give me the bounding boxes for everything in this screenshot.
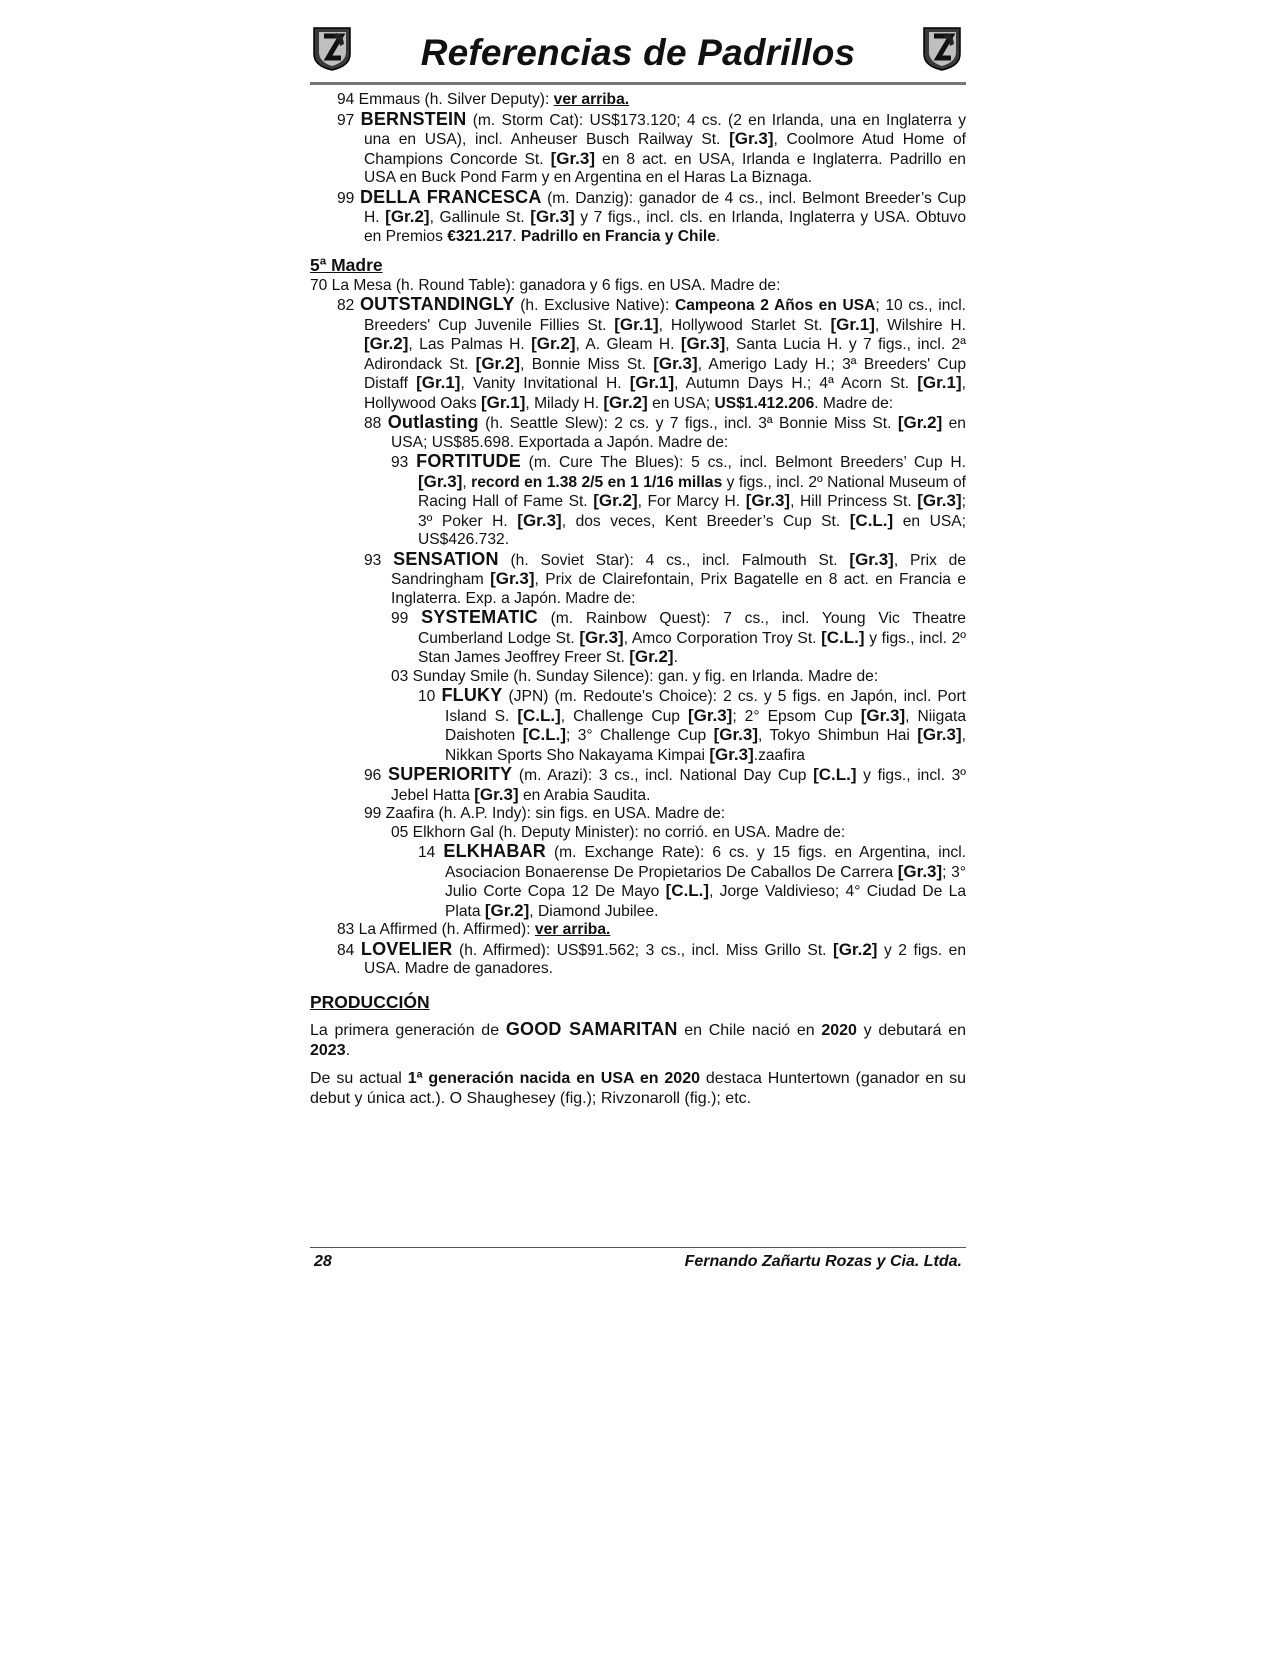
grade-label: [Gr.2]	[531, 334, 576, 353]
entry-text: (JPN) (m. Redoute's Choice): 2 cs. y 5 figs. en Japón, incl. Port Island S.	[445, 688, 967, 725]
entry-text: . Madre de:	[814, 394, 894, 412]
entry-text: .	[345, 1042, 351, 1059]
entry-text: en USA;	[647, 394, 715, 412]
entry-text: ; 10 cs., incl. Breeders' Cup Juvenile Fillies St.	[364, 297, 966, 334]
horse-name: FLUKY	[441, 685, 503, 705]
horse-name: ELKHABAR	[443, 841, 546, 861]
page-number: 28	[314, 1253, 332, 1270]
grade-label: [Gr.3]	[687, 705, 733, 725]
grade-label: [Gr.3]	[474, 784, 519, 804]
grade-label: [Gr.1]	[830, 314, 875, 334]
entry-text: 94 Emmaus (h. Silver Deputy):	[337, 91, 554, 108]
grade-label: [Gr.3]	[917, 725, 962, 744]
entry-text: , A. Gleam H.	[575, 336, 681, 353]
pedigree-entry	[310, 452, 966, 550]
grade-label: [C.L.]	[522, 725, 567, 744]
pedigree-entry	[310, 805, 966, 824]
grade-label: [Gr.2]	[385, 207, 430, 226]
entry-text: 14	[418, 844, 444, 861]
entry-text: €321.217	[447, 227, 513, 245]
grade-label: [Gr.1]	[614, 314, 659, 334]
grade-label: [Gr.2]	[475, 353, 521, 373]
grade-label: [C.L.]	[849, 510, 894, 530]
entry-text: 97	[337, 111, 361, 129]
horse-name: LOVELIER	[360, 938, 453, 959]
horse-name: GOOD SAMARITAN	[505, 1019, 678, 1039]
entry-text: ,	[462, 473, 472, 491]
entry-text: Campeona 2 Años en USA	[674, 297, 876, 314]
pedigree-entry	[310, 277, 966, 296]
horse-name: SYSTEMATIC	[421, 607, 538, 627]
grade-label: [Gr.2]	[603, 392, 648, 412]
grade-label: [Gr.3]	[490, 569, 535, 588]
entry-text: 82	[337, 297, 360, 314]
grade-label: [Gr.3]	[530, 207, 575, 226]
entry-text: , Hollywood Oaks	[364, 375, 966, 412]
entry-text: , Amerigo Lady H.; 3ª Breeders' Cup Distaff	[364, 355, 966, 392]
pedigree-entry	[310, 91, 966, 110]
entry-text: , For Marcy H.	[637, 493, 746, 510]
entry-text: (m. Cure The Blues): 5 cs., incl. Belmont Breeders’ Cup H.	[520, 454, 966, 471]
entry-text: 2020	[821, 1022, 857, 1039]
entry-text: , Challenge Cup	[560, 707, 688, 725]
horse-name: Outlasting	[387, 412, 479, 432]
pedigree-entry	[310, 686, 966, 765]
pedigree-entry	[310, 110, 966, 188]
entry-text: Padrillo en Francia y Chile	[520, 227, 716, 245]
entry-text: (h. Exclusive Native):	[514, 297, 675, 314]
entry-text: , Hill Princess St.	[790, 493, 918, 510]
grade-label: [C.L.]	[517, 705, 561, 725]
entry-text: (m. Rainbow Quest): 7 cs., incl. Young Vic Theatre Cumberland Lodge St.	[418, 610, 966, 647]
entry-text: , Santa Lucia H. y 7 figs., incl. 2ª Adirondack St.	[364, 336, 966, 373]
grade-label: [Gr.1]	[917, 373, 962, 392]
entry-text: y figs., incl. 2º Stan James Jeoffrey Freer St.	[418, 629, 966, 666]
entry-text: , Tokyo Shimbun Hai	[758, 727, 918, 744]
entry-text: en Chile nació en	[677, 1022, 822, 1039]
produccion-paragraph	[310, 1069, 966, 1109]
grade-label: [Gr.3]	[745, 491, 791, 510]
section-heading-produccion: PRODUCCIÓN	[310, 991, 430, 1012]
pedigree-entry	[310, 824, 966, 843]
entry-text: y figs., incl. 3º Jebel Hatta	[391, 767, 966, 804]
section-heading-5a-madre: 5ª Madre	[310, 255, 383, 275]
page-title: Referencias de Padrillos	[420, 32, 856, 73]
document-body	[310, 91, 966, 1109]
entry-text: 03 Sunday Smile (h. Sunday Silence): gan. y fig. en Irlanda. Madre de:	[391, 667, 879, 685]
grade-label: [Gr.2]	[629, 647, 674, 666]
horse-head-shield-icon	[920, 24, 966, 72]
entry-text: (m. Storm Cat): US$173.120; 4 cs. (2 en Irlanda, una en Inglaterra y una en USA), incl. Anheuser Busch Railway St.	[364, 111, 966, 148]
entry-text: ; 2° Epsom Cup	[732, 707, 861, 725]
grade-label: [Gr.1]	[629, 373, 675, 392]
grade-label: [Gr.3]	[517, 510, 562, 530]
entry-text: ; 3° Julio Corte Copa 12 De Mayo	[445, 863, 967, 900]
grade-label: [C.L.]	[813, 765, 857, 784]
produccion-paragraphs	[310, 1019, 966, 1109]
pedigree-entry	[310, 413, 966, 452]
grade-label: [Gr.3]	[917, 491, 962, 510]
entry-text: , Milady H.	[525, 394, 604, 412]
pedigree-entry	[310, 921, 966, 940]
document-page	[310, 20, 966, 1109]
grade-label: [Gr.1]	[481, 392, 526, 412]
entry-text: 2023	[310, 1042, 346, 1059]
entry-text: , Diamond Jubilee.	[529, 902, 659, 920]
pedigree-entry	[310, 940, 966, 979]
grade-label: [Gr.2]	[833, 939, 878, 959]
pedigree-entries-top	[310, 91, 966, 246]
grade-label: [Gr.2]	[593, 491, 638, 510]
entry-text: US$1.412.206	[714, 394, 815, 412]
entry-text: y 2 figs. en USA. Madre de ganadores.	[364, 941, 966, 977]
grade-label: [Gr.3]	[680, 334, 726, 353]
entry-text: , Prix de Clairefontain, Prix Bagatelle en 8 act. en Francia e Inglaterra. Exp. a Japón. Madre de:	[391, 571, 966, 607]
entry-text: 96	[364, 767, 389, 784]
entry-text: destaca Huntertown (ganador en su debut y única act.). O Shaughesey (fig.); Rivzonaroll (fig.); etc.	[310, 1070, 967, 1107]
pedigree-entry	[310, 765, 966, 805]
grade-label: [Gr.3]	[713, 725, 759, 744]
pedigree-entries-5a-madre	[310, 277, 966, 979]
grade-label: [Gr.3]	[709, 744, 754, 764]
entry-text: .	[512, 227, 521, 245]
entry-text: , Amco Corporation Troy St.	[623, 629, 822, 647]
entry-text: ver arriba.	[534, 921, 611, 938]
grade-label: [Gr.3]	[653, 353, 698, 373]
entry-text: ; 3° Challenge Cup	[566, 727, 714, 744]
pedigree-entry	[310, 842, 966, 921]
produccion-paragraph	[310, 1019, 966, 1061]
entry-text: , Jorge Valdivieso; 4° Ciudad De La Plata	[445, 883, 966, 920]
entry-text: , Prix de Sandringham	[391, 551, 966, 588]
entry-text: (m. Danzig): ganador de 4 cs., incl. Belmont Breeder’s Cup H.	[364, 189, 966, 226]
entry-text: , Coolmore Atud Home of Champions Concorde St.	[364, 131, 966, 168]
horse-name: BERNSTEIN	[360, 108, 467, 129]
entry-text: y 7 figs., incl. cls. en Irlanda, Inglaterra y USA. Obtuvo en Premios	[364, 209, 966, 245]
pedigree-entry	[310, 188, 966, 247]
entry-text: 70 La Mesa (h. Round Table): ganadora y 6 figs. en USA. Madre de:	[310, 276, 781, 294]
entry-text: , Nikkan Sports Sho Nakayama Kimpai	[445, 727, 966, 764]
entry-text: , Niigata Daishoten	[445, 707, 966, 744]
entry-text: 83 La Affirmed (h. Affirmed):	[337, 921, 535, 938]
entry-text: 99	[391, 610, 422, 627]
horse-name: OUTSTANDINGLY	[359, 294, 515, 314]
entry-text: .zaafira	[753, 746, 805, 764]
entry-text: La primera generación de	[310, 1022, 506, 1039]
grade-label: [Gr.3]	[849, 549, 894, 569]
entry-text: , Wilshire H.	[874, 316, 966, 334]
entry-text: (m. Arazi): 3 cs., incl. National Day Cup	[512, 767, 814, 784]
entry-text: , Gallinule St.	[429, 209, 531, 226]
grade-label: [Gr.2]	[364, 334, 409, 353]
entry-text: (h. Seattle Slew): 2 cs. y 7 figs., incl. 3ª Bonnie Miss St.	[478, 415, 898, 432]
entry-text: 84	[337, 941, 361, 959]
company-name: Fernando Zañartu Rozas y Cia. Ltda.	[684, 1253, 962, 1270]
grade-label: [Gr.2]	[897, 413, 943, 432]
entry-text: .	[715, 227, 721, 245]
entry-text: (h. Soviet Star): 4 cs., incl. Falmouth St.	[498, 551, 850, 569]
entry-text: , Vanity Invitational H.	[460, 375, 630, 392]
entry-text: , Las Palmas H.	[408, 336, 532, 353]
horse-name: SENSATION	[393, 548, 499, 569]
horse-name: FORTITUDE	[416, 451, 521, 471]
entry-text: .	[673, 649, 678, 666]
entry-text: record en 1.38 2/5 en 1 1/16 millas	[471, 473, 723, 491]
pedigree-entry	[310, 668, 966, 687]
grade-label: [Gr.3]	[418, 471, 463, 491]
entry-text: , Hollywood Starlet St.	[658, 316, 831, 334]
pedigree-entry	[310, 550, 966, 609]
grade-label: [Gr.2]	[484, 900, 530, 920]
entry-text: ver arriba.	[553, 91, 630, 108]
grade-label: [Gr.1]	[416, 373, 461, 392]
grade-label: [Gr.3]	[897, 861, 943, 881]
grade-label: [C.L.]	[821, 627, 865, 647]
page-header	[310, 20, 966, 85]
entry-text: 10	[418, 688, 442, 705]
horse-name: SUPERIORITY	[388, 764, 513, 784]
entry-text: en 8 act. en USA, Irlanda e Inglaterra. Padrillo en USA en Buck Pond Farm y en Argentina en el Haras La Biznaga.	[364, 150, 966, 186]
entry-text: en USA; US$426.732.	[418, 512, 967, 548]
grade-label: [Gr.3]	[550, 148, 596, 168]
entry-text: (h. Affirmed): US$91.562; 3 cs., incl. Miss Grillo St.	[452, 941, 834, 959]
entry-text: ; 3º Poker H.	[418, 493, 966, 530]
pedigree-entry	[310, 295, 966, 413]
entry-text: 99 Zaafira (h. A.P. Indy): sin figs. en USA. Madre de:	[364, 805, 726, 822]
entry-text: 88	[364, 415, 388, 432]
entry-text: , Bonnie Miss St.	[520, 355, 654, 373]
entry-text: , dos veces, Kent Breeder’s Cup St.	[561, 512, 850, 530]
grade-label: [Gr.3]	[860, 705, 906, 725]
entry-text: y debutará en	[856, 1022, 967, 1039]
entry-text: y figs., incl. 2º National Museum of Racing Hall of Fame St.	[418, 473, 966, 510]
entry-text: 1ª generación nacida en USA en 2020	[407, 1070, 700, 1087]
entry-text: , Autumn Days H.; 4ª Acorn St.	[674, 375, 918, 392]
entry-text: 93	[391, 454, 417, 471]
entry-text: 05 Elkhorn Gal (h. Deputy Minister): no corrió. en USA. Madre de:	[391, 823, 846, 841]
entry-text: De su actual	[310, 1070, 408, 1087]
page-footer	[310, 1247, 966, 1270]
entry-text: en Arabia Saudita.	[518, 786, 651, 804]
entry-text: 93	[364, 551, 394, 569]
entry-text: 99	[337, 189, 360, 207]
entry-text: en USA; US$85.698. Exportada a Japón. Madre de:	[391, 415, 966, 451]
grade-label: [Gr.3]	[579, 627, 624, 647]
grade-label: [C.L.]	[665, 881, 710, 900]
horse-name: DELLA FRANCESCA	[359, 186, 542, 207]
pedigree-entry	[310, 608, 966, 668]
entry-text: (m. Exchange Rate): 6 cs. y 15 figs. en Argentina, incl. Asociacion Bonaerense De Propietarios De Caballos De Carrera	[445, 844, 966, 881]
grade-label: [Gr.3]	[729, 129, 774, 148]
